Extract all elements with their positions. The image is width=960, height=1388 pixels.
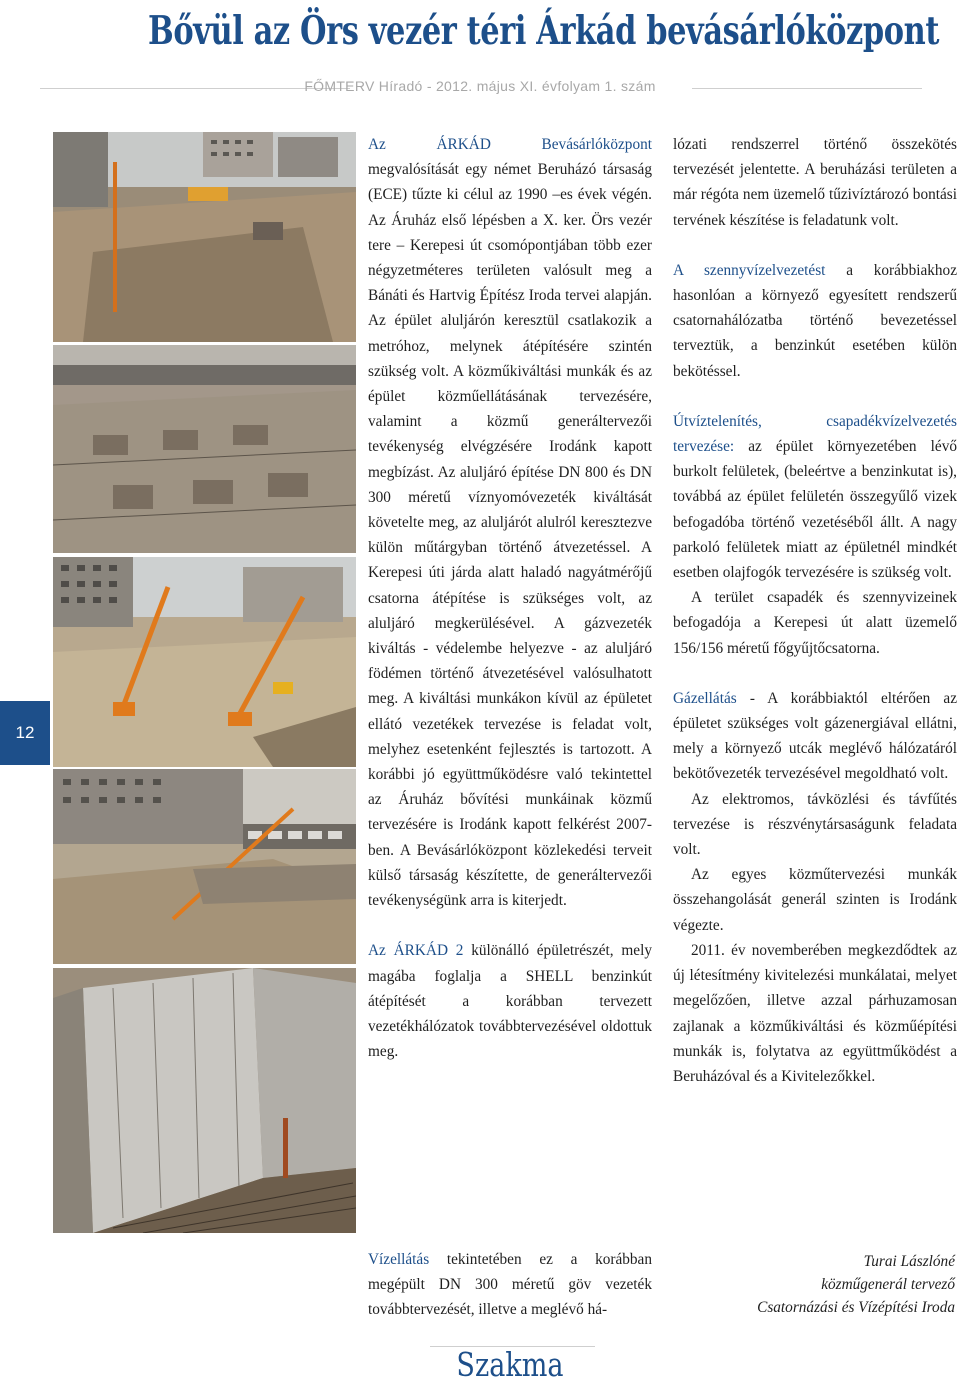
sewage-paragraph: [673, 258, 957, 384]
article-column-1: [368, 132, 652, 1064]
author-org: Csatornázási és Vízépítési Iroda: [757, 1299, 955, 1316]
water-heading: Vízellátás: [368, 1251, 430, 1268]
article-column-2: [673, 132, 957, 1089]
author-role: közműgenerál tervező: [821, 1276, 955, 1293]
arkad-heading: Az ÁRKÁD Bevásárlóközpont: [368, 136, 652, 153]
water-text: tekintetében ez a korábban megépült DN 300 méretű göv vezeték továbbtervezését, illetve a meglévő há-: [368, 1251, 652, 1319]
page-title: Bővül az Örs vezér téri Árkád bevásárlóközpont: [148, 8, 940, 54]
author-name: Turai Lászlóné: [863, 1253, 955, 1270]
arkad2-text: különálló épületrészét, mely magába foglalja a SHELL benzinkút átépítését a korábban tervezett vezetékhálózatok továbbtervezésével oldottuk meg.: [368, 942, 652, 1061]
sewage-heading: A szennyvízelvezetést: [673, 261, 826, 279]
coordination-paragraph: Az egyes közműtervezési munkák összehangolását generál szinten is Irodánk végezte.: [673, 866, 957, 934]
receiver-paragraph: A terület csapadék és szennyvizeinek befogadója a Kerepesi út alatt üzemelő 156/156 méretű főgyűjtőcsatorna.: [673, 589, 957, 657]
author-signature: [700, 1250, 955, 1319]
drainage-paragraph: [673, 409, 957, 585]
arkad2-heading: Az ÁRKÁD 2: [368, 942, 464, 960]
construction-photo-2: [53, 345, 356, 553]
construction-photo-3: [53, 557, 356, 767]
page-number-tab: [0, 701, 50, 765]
gas-heading: Gázellátás: [673, 689, 737, 707]
sewage-text: a korábbiakhoz hasonlóan a környező egyesített rendszerű csatornahálózatba történő bevezetéssel terveztük, a benzinkút esetében külön bekötéssel.: [673, 261, 957, 380]
gas-text: - A korábbiaktól eltérően az épületet szükséges volt gázenergiával ellátni, mely a környező utcák meglévő hálózatáról bekötővezeték tervezésével megoldható volt.: [673, 689, 957, 783]
issue-subtitle: FŐMTERV Híradó - 2012. május XI. évfolyam 1. szám: [304, 78, 656, 94]
network-paragraph: lózati rendszerrel történő összekötés tervezését jelentette. A beruházási területen a már régóta nem üzemelő tűzivíztározó bontási tervének készítése is feladatunk volt.: [673, 136, 957, 229]
electric-paragraph: Az elektromos, távközlési és távfűtés tervezése is részvénytársaságunk feladata volt.: [673, 790, 957, 859]
construction-photo-4: [53, 769, 356, 964]
construction-photo-5: [53, 968, 356, 1233]
construction-photo-1: [53, 132, 356, 342]
water-paragraph: [368, 1247, 652, 1323]
intro-paragraph: [368, 132, 652, 913]
article-column-1-continued: [368, 1247, 652, 1323]
construction-start-paragraph: 2011. év novemberében megkezdődtek az új létesítmény kivitelezési munkálatai, melyet megelőzően, illetve azzal párhuzamosan zajlanak a közműkiváltási és közműépítési munkák is, folytatva az együttműködést a Beruházóval és a Kivitelezőkkel.: [673, 941, 957, 1085]
drainage-text: az épület környezetében lévő burkolt felületek, (beleértve a benzinkutat is), továbbá az épület felületén összegyűlő vizek befogadóba történő vezetéséből állt. A nagy parkoló felületek miatt az épületnél mindkét esetben olajfogók tervezésére is szükség volt.: [673, 438, 957, 582]
arkad2-paragraph: [368, 938, 652, 1064]
drainage-heading: Útvíztelenítés, csapadékvízelvezetés tervezése:: [673, 412, 957, 456]
gas-paragraph: [673, 686, 957, 787]
intro-text: megvalósítását egy német Beruházó társaság (ECE) tűzte ki célul az 1990 –es évek végén. Az Áruház első lépésben a X. ker. Örs vezér tere – Kerepesi út csomópontjában több ezer négyzetméteres területen valósult meg a Bánáti és Hartvig Építész Iroda tervei alapján. Az épület aluljárón keresztül csatlakozik a metróhoz, melynek átépítésére szintén szükség volt. A közműkiváltási munkák és az épület közműellátásának tervezésére, valamint a közmű generáltervezői tevékenység elvégzésére Irodánk kapott megbízást. Az aluljáró építése DN 800 és DN 300 méretű víznyomóvezeték kiváltását követelte meg, az aluljárót alulról keresztezve külön műtárgyban történő átvezetéssel. A Kerepesi úti járda alatt haladó nagyátmérőjű csatorna átépítése is szükséges volt, az aluljáró megkerülésével. A gázvezeték kiváltás - védelembe helyezve - az aluljáró födémen történő átvezetésével valósulhatott meg. A kiváltási munkákon kívül az épületet ellátó vezetékek tervezése is feladat volt, melyhez esetenként fejlesztés is tartozott. A korábbi jó együttműködésre való tekintettel az Áruház bővítési munkáinak közmű tervezésére is Irodánk kapott felkérést 2007-ben. A Bevásárlóközpont közlekedési terveit külső társaság készítette, de generáltervezői tevékenységünk arra is kiterjedt.: [368, 161, 652, 910]
section-footer: Szakma: [456, 1345, 564, 1384]
page-number: 12: [15, 723, 35, 742]
